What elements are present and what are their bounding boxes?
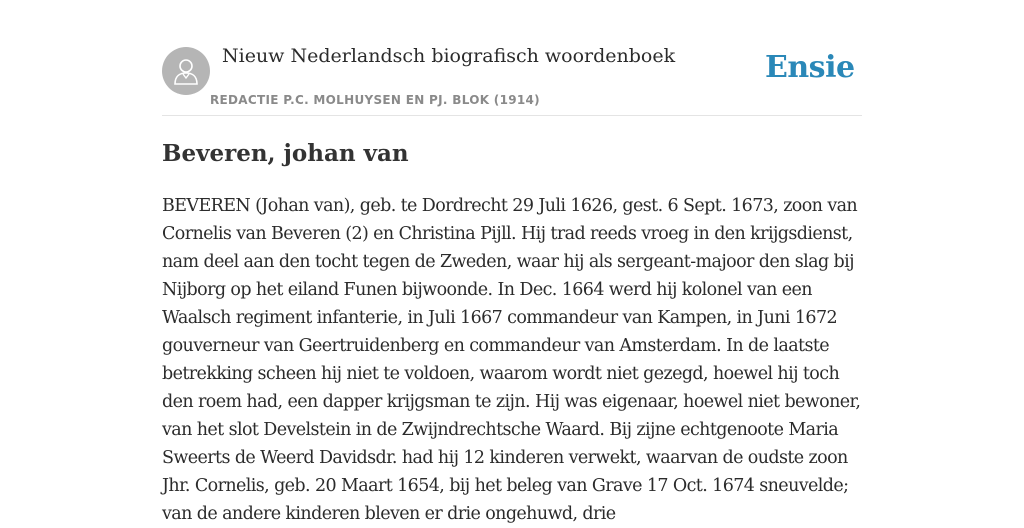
person-icon (173, 57, 199, 85)
header-divider (162, 115, 862, 116)
user-avatar-icon[interactable] (162, 47, 210, 95)
article-body: BEVEREN (Johan van), geb. te Dordrecht 29 Juli 1626, gest. 6 Sept. 1673, zoon van Cornelis van Beveren (2) en Christina Pijll. Hij trad reeds vroeg in den krijgsdienst, nam deel aan den tocht tegen de Zweden, waar hij als sergeant-majoor den slag bij Nijborg op het eiland Funen bijwoonde. In Dec. 1664 werd hij kolonel van een Waalsch regiment infanterie, in Juli 1667 commandeur van Kampen, in Juni 1672 gouverneur van Geertruidenberg en commandeur van Amsterdam. In de laatste betrekking scheen hij niet te voldoen, waarom wordt niet gezegd, hoewel hij toch den roem had, een dapper krijgsman te zijn. Hij was eigenaar, hoewel niet bewoner, van het slot Develstein in de Zwijndrechtsche Waard. Bij zijne echtgenoote Maria Sweerts de Weerd Davidsdr. had hij 12 kinderen verwekt, waarvan de oudste zoon Jhr. Cornelis, geb. 20 Maart 1654, bij het beleg van Grave 17 Oct. 1674 sneuvelde; van de andere kinderen bleven er drie ongehuwd, drie (162, 196, 861, 524)
source-title[interactable]: Nieuw Nederlandsch biografisch woordenboek (222, 45, 676, 67)
source-editors: REDACTIE P.C. MOLHUYSEN EN PJ. BLOK (1914) (210, 93, 540, 107)
ensie-logo[interactable]: Ensie (765, 50, 855, 85)
article-title: Beveren, johan van (162, 140, 409, 167)
